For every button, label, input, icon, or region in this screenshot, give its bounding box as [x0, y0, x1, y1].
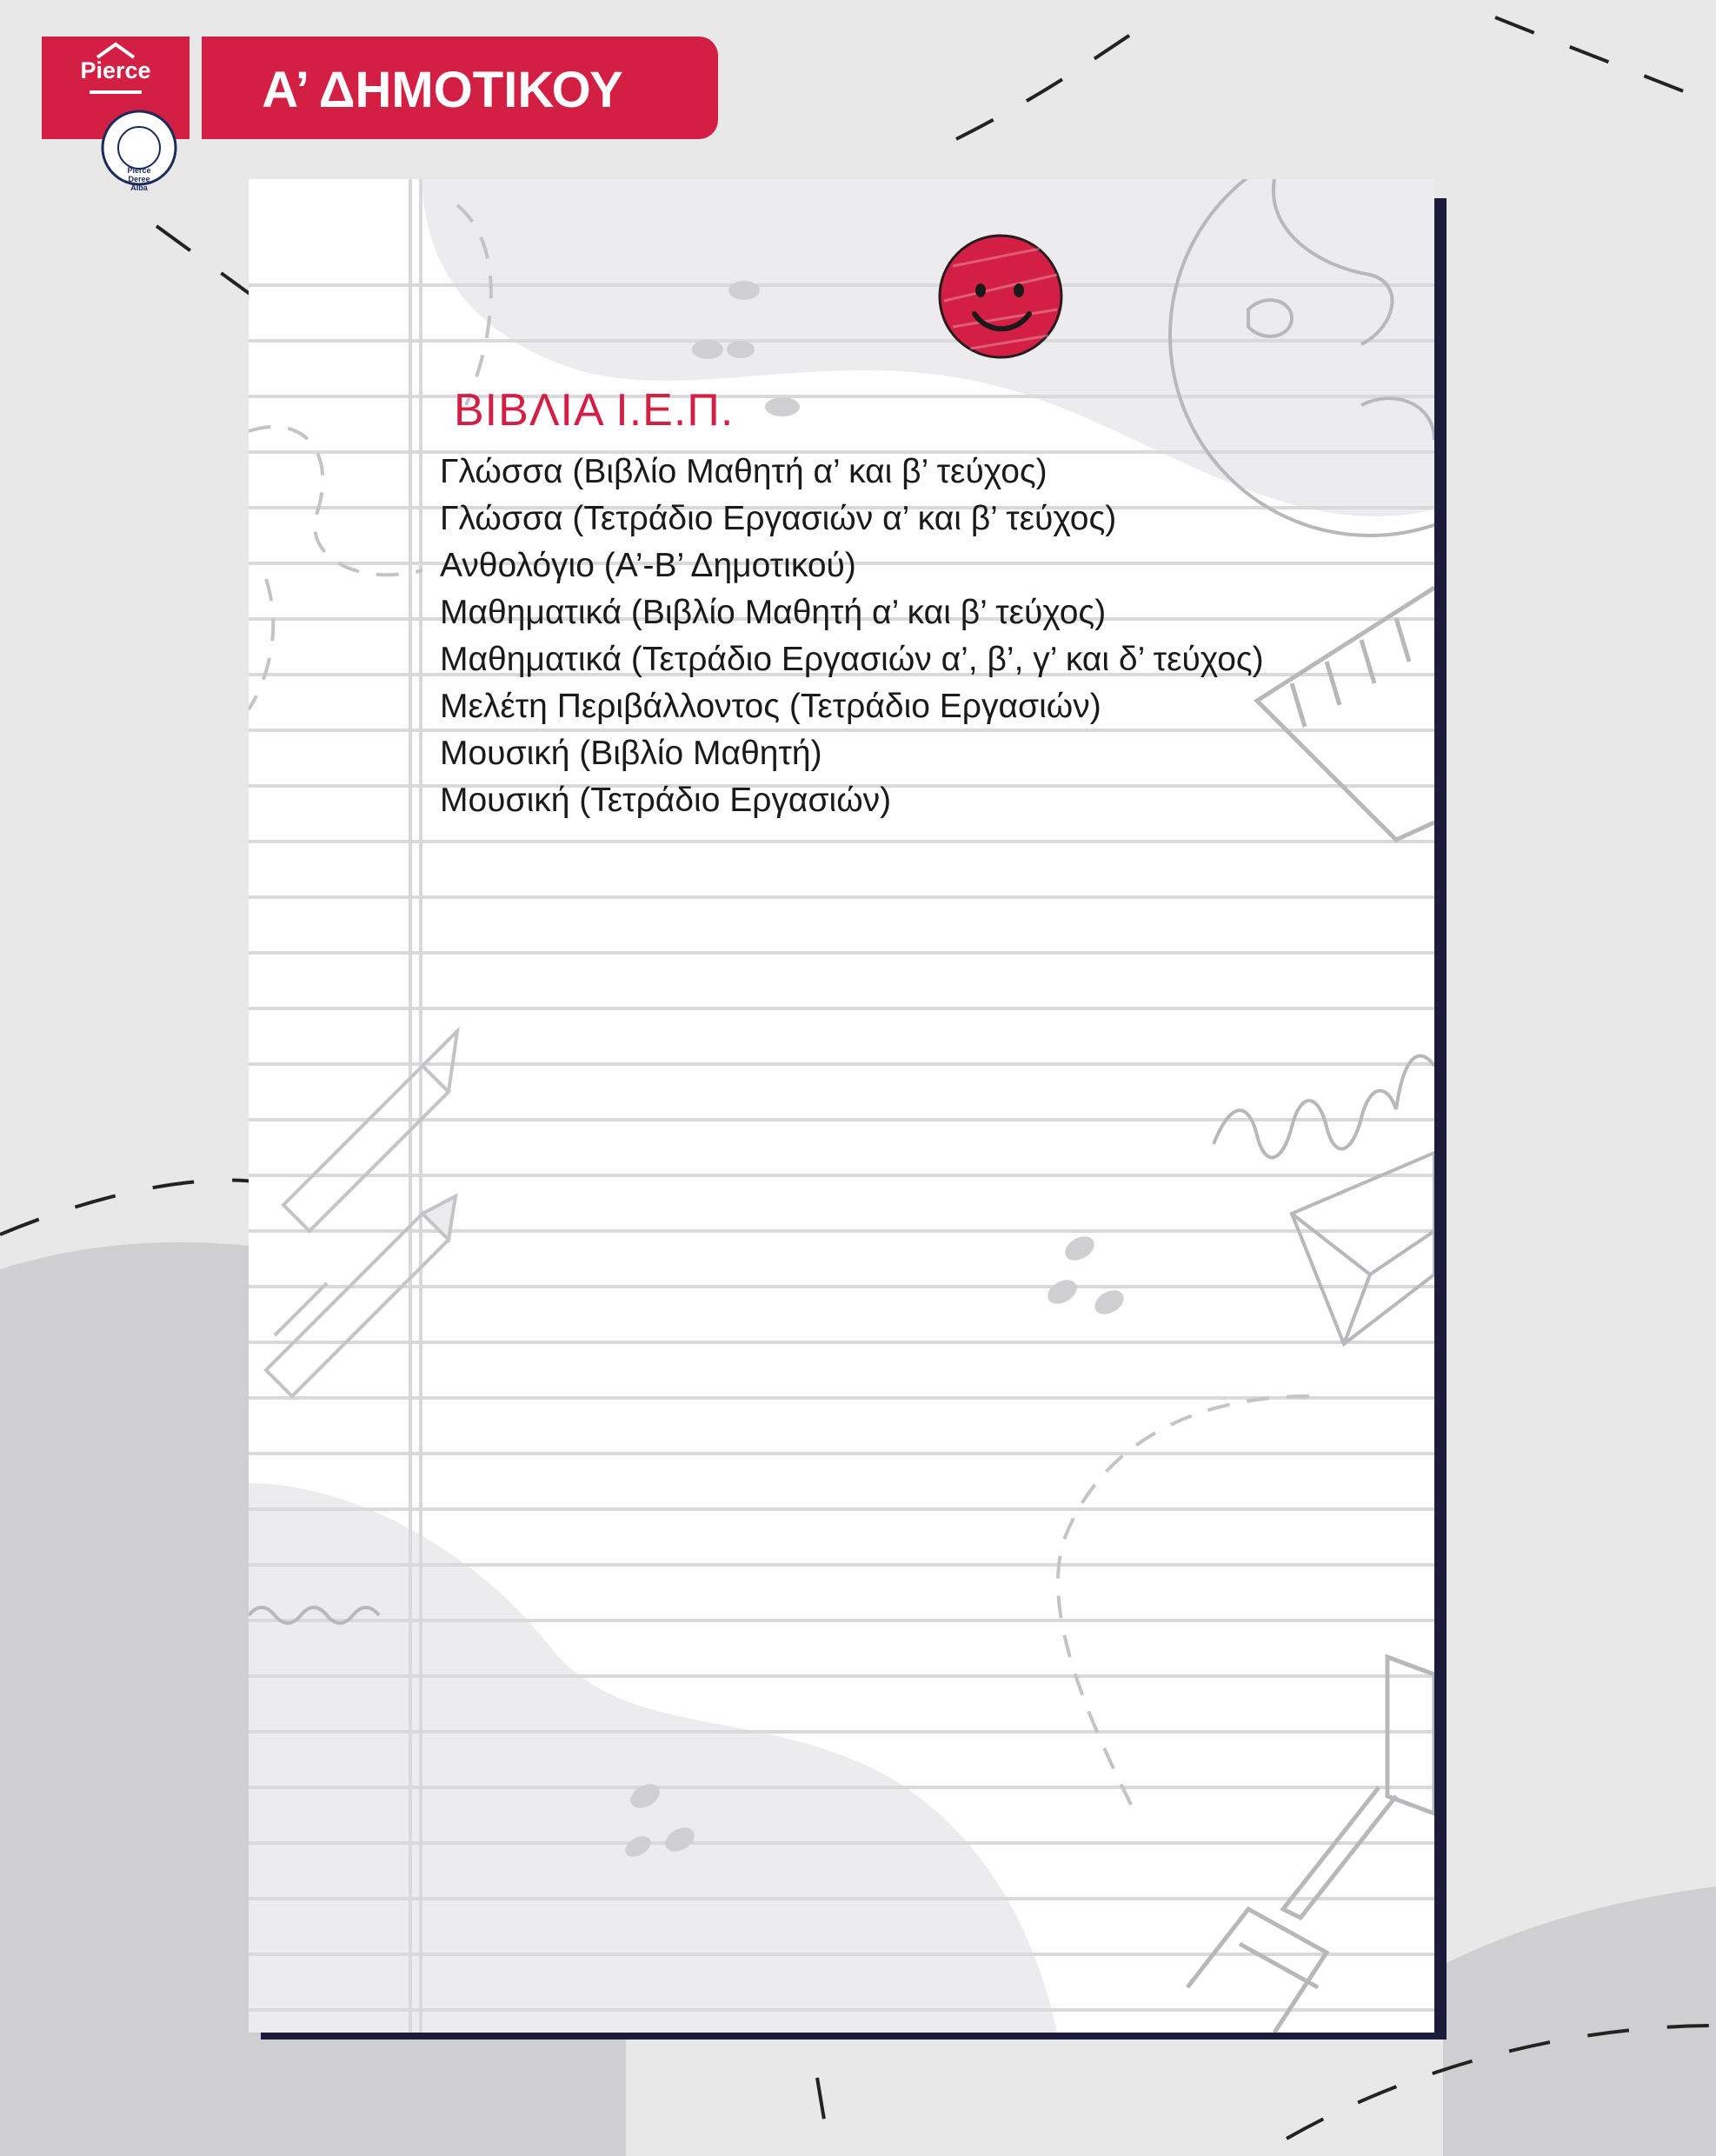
list-title: ΒΙΒΛΙΑ Ι.Ε.Π.: [454, 385, 735, 436]
list-item: Γλώσσα (Βιβλίο Μαθητή α’ και β’ τεύχος): [440, 453, 1048, 490]
logo-wordmark: Pierce: [80, 57, 151, 83]
paper-plane-icon: [1292, 1153, 1434, 1344]
grade-title: Α’ ΔΗΜΟΤΙΚΟΥ: [262, 62, 623, 118]
list-item: Μελέτη Περιβάλλοντος (Τετράδιο Εργασιών): [440, 688, 1101, 725]
house-roof-icon: [96, 42, 136, 59]
list-item: Γλώσσα (Τετράδιο Εργασιών α’ και β’ τεύχος): [440, 500, 1117, 537]
list-item: Ανθολόγιο (Α’-Β’ Δημοτικού): [440, 547, 856, 584]
list-item: Μαθηματικά (Βιβλίο Μαθητή α’ και β’ τεύχος): [440, 594, 1107, 631]
notebook-paper: [249, 179, 1434, 2033]
book-list: [440, 449, 1264, 824]
list-item: Μαθηματικά (Τετράδιο Εργασιών α’, β’, γ’ και δ’ τεύχος): [440, 641, 1264, 678]
list-item: Μουσική (Τετράδιο Εργασιών): [440, 782, 892, 819]
list-item: Μουσική (Βιβλίο Μαθητή): [440, 735, 822, 772]
seal-label: Pierce Deree Alba: [127, 166, 151, 192]
logo-underline: [90, 90, 142, 94]
ruler-doodle-icon: [1257, 588, 1434, 840]
grade-header: [202, 37, 718, 139]
smiley-face-icon: [935, 231, 1066, 362]
